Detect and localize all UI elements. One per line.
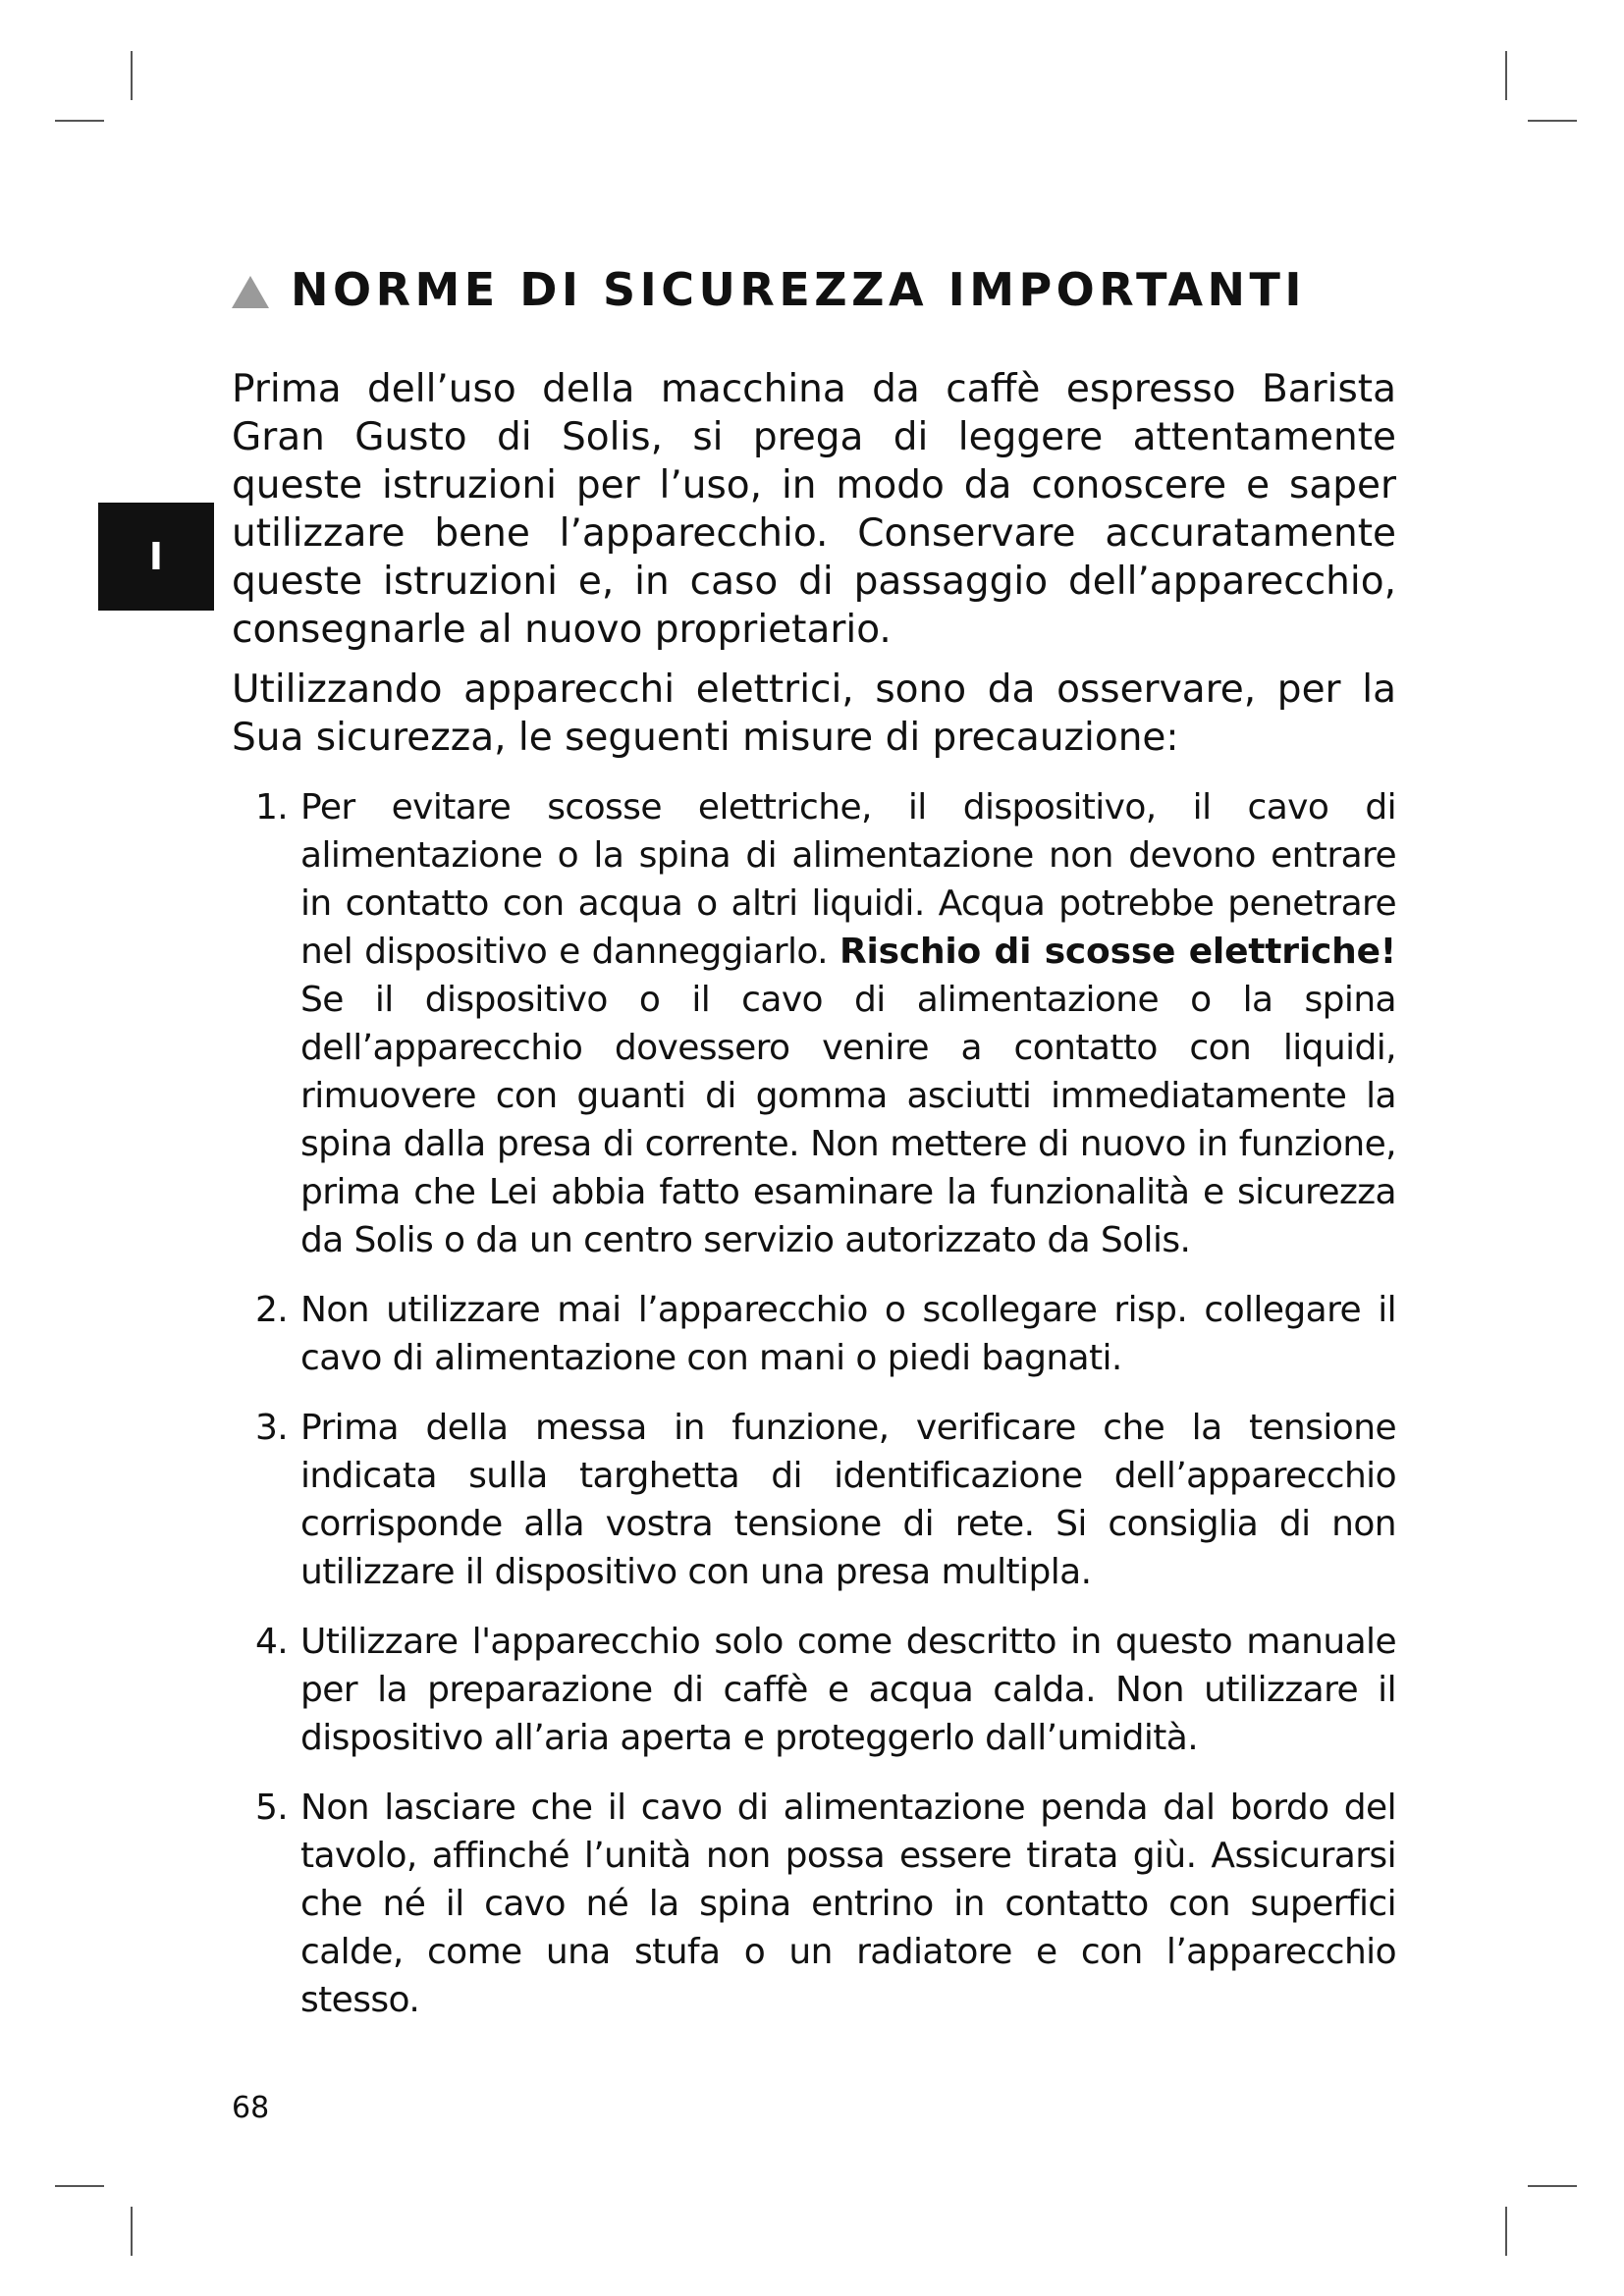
crop-mark-bottom-right-horizontal xyxy=(1528,2185,1577,2187)
crop-mark-top-right-horizontal xyxy=(1528,120,1577,122)
crop-mark-bottom-left-horizontal xyxy=(55,2185,104,2187)
list-item-text: Utilizzare l'apparecchio solo come descritto in questo manuale per la preparazione di caffè e acqua calda. Non utilizzare il dispositivo all’aria aperta e proteggerlo dall’umidità. xyxy=(300,1622,1396,1758)
crop-mark-bottom-right-vertical xyxy=(1505,2207,1507,2256)
list-item-text: Prima della messa in funzione, verificare che la tensione indicata sulla targhetta di identificazione dell’apparecchio corrisponde alla vostra tensione di rete. Si consiglia di non utilizzare il dispositivo con una presa multipla. xyxy=(300,1408,1396,1592)
list-item-text: Non lasciare che il cavo di alimentazione penda dal bordo del tavolo, affinché l’unità non possa essere tirata giù. Assicurarsi che né il cavo né la spina entrino in contatto con superfici calde, come una stufa o un radiatore e con l’apparecchio stesso. xyxy=(300,1788,1396,2020)
crop-mark-top-right-vertical xyxy=(1505,51,1507,100)
list-item-number: 3. xyxy=(255,1408,289,1448)
list-item xyxy=(232,1618,1396,1762)
safety-rules-list xyxy=(232,783,1396,2024)
crop-mark-top-left-horizontal xyxy=(55,120,104,122)
list-item-text: Non utilizzare mai l’apparecchio o scollegare risp. collegare il cavo di alimentazione con mani o piedi bagnati. xyxy=(300,1290,1396,1378)
list-item-number: 1. xyxy=(255,787,289,828)
intro-paragraph: Prima dell’uso della macchina da caffè espresso Barista Gran Gusto di Solis, si prega di leggere attentamente queste istruzioni per l’uso, in modo da conoscere e saper utilizzare bene l’apparecchio. Conservare accuratamente queste istruzioni e, in caso di passaggio dell’apparecchio, consegnarle al nuovo proprietario. xyxy=(232,367,1396,652)
warning-triangle-icon xyxy=(232,276,269,308)
list-item-number: 2. xyxy=(255,1290,289,1330)
list-item-number: 5. xyxy=(255,1788,289,1828)
main-content xyxy=(232,365,1396,2046)
list-item-text: Per evitare scosse elettriche, il dispositivo, il cavo di alimentazione o la spina di alimentazione non devono entrare in contatto con acqua o altri liquidi. Acqua potrebbe penetrare nel dispositivo e danneggiarlo. xyxy=(300,787,1396,972)
list-item-number: 4. xyxy=(255,1622,289,1662)
intro-paragraph: Utilizzando apparecchi elettrici, sono da osservare, per la Sua sicurezza, le seguenti misure di precauzione: xyxy=(232,667,1396,760)
list-item xyxy=(232,1286,1396,1382)
list-item xyxy=(232,1404,1396,1596)
page-number: 68 xyxy=(232,2091,270,2125)
language-tab xyxy=(98,503,214,611)
electric-shock-warning: Rischio di scosse elettriche! xyxy=(839,932,1396,972)
list-item-text: Se il dispositivo o il cavo di alimentazione o la spina dell’apparecchio dovessero venire a contatto con liquidi, rimuovere con guanti di gomma asciutti immediatamente la spina dalla presa di corrente. Non mettere di nuovo in funzione, prima che Lei abbia fatto esaminare la funzionalità e sicurezza da Solis o da un centro servizio autorizzato da Solis. xyxy=(300,980,1396,1260)
language-tab-label: I xyxy=(148,535,164,578)
crop-mark-top-left-vertical xyxy=(131,51,133,100)
section-heading xyxy=(232,263,1306,316)
page-title: NORME DI SICUREZZA IMPORTANTI xyxy=(291,263,1307,316)
crop-mark-bottom-left-vertical xyxy=(131,2207,133,2256)
list-item xyxy=(232,1784,1396,2024)
list-item xyxy=(232,783,1396,1264)
